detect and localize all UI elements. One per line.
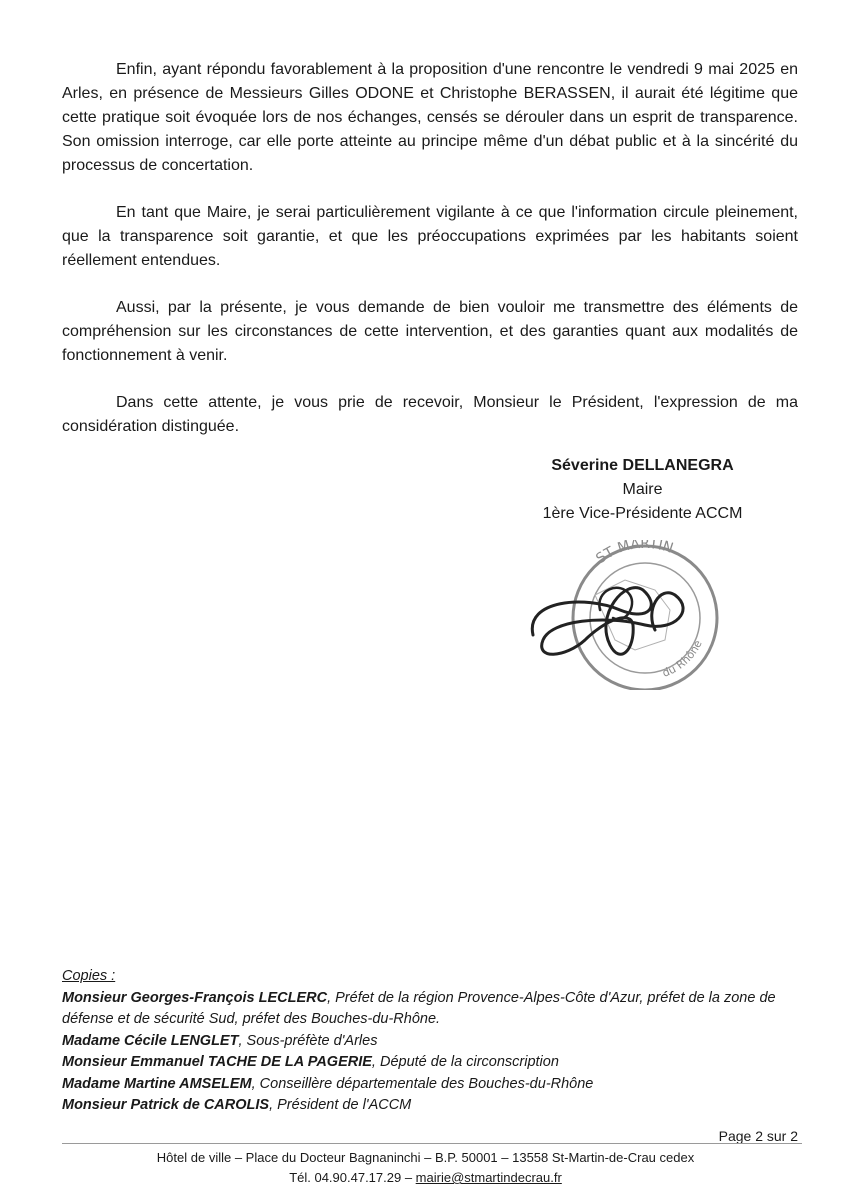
- letter-body: [62, 58, 798, 462]
- stamp-text-top: ST MARTIN: [593, 540, 676, 568]
- footer-email-link[interactable]: mairie@stmartindecrau.fr: [415, 1170, 562, 1185]
- stamp-text-bottom: du Rhône: [660, 638, 705, 680]
- paragraph-1: Enfin, ayant répondu favorablement à la proposition d'une rencontre le vendredi 9 mai 2025 en Arles, en présence de Messieurs Gilles ODONE et Christophe BERASSEN, il aurait été légitime que cette pratique soit évoquée lors de nos échanges, censés se dérouler dans un esprit de transparence. Son omission interroge, car elle porte atteinte au principe même d'un débat public et à la sincérité du processus de concertation.: [62, 61, 798, 174]
- copy-item: [62, 988, 822, 1031]
- signatory-name: Séverine DELLANEGRA: [551, 457, 734, 474]
- footer-divider: [62, 1143, 802, 1144]
- copy-item: [62, 1031, 822, 1053]
- copies-title: Copies :: [62, 968, 116, 984]
- signatory-title: Maire: [622, 481, 663, 498]
- copy-recipient-name: Monsieur Emmanuel TACHE DE LA PAGERIE: [62, 1054, 372, 1070]
- copy-recipient-name: Monsieur Georges-François LECLERC: [62, 989, 328, 1006]
- copy-item: [62, 1074, 822, 1096]
- copy-recipient-name: Madame Cécile LENGLET: [62, 1032, 239, 1049]
- signature-block: [500, 454, 785, 526]
- page-number: Page 2 sur 2: [718, 1128, 798, 1144]
- official-stamp: [525, 540, 725, 690]
- paragraph-4: Dans cette attente, je vous prie de recevoir, Monsieur le Président, l'expression de ma considération distinguée.: [62, 394, 798, 435]
- svg-text:du Rhône: [661, 638, 705, 680]
- copy-recipient-desc: , Sous-préfète d'Arles: [238, 1032, 378, 1049]
- footer: [0, 1148, 851, 1188]
- copies-section: [62, 966, 822, 1117]
- svg-text:ST MARTIN: [593, 540, 675, 567]
- footer-contact: [0, 1168, 851, 1188]
- paragraph-3: Aussi, par la présente, je vous demande de bien vouloir me transmettre des éléments de compréhension sur les circonstances de cette intervention, et des garanties quant aux modalités de fonctionnement à venir.: [62, 299, 798, 364]
- stamp-and-signature: [525, 540, 725, 690]
- copy-recipient-name: Madame Martine AMSELEM: [62, 1075, 252, 1092]
- footer-address: Hôtel de ville – Place du Docteur Bagnaninchi – B.P. 50001 – 13558 St-Martin-de-Crau cedex: [156, 1150, 695, 1165]
- copy-recipient-name: Monsieur Patrick de CAROLIS: [62, 1097, 270, 1113]
- paragraph-2: En tant que Maire, je serai particulièrement vigilante à ce que l'information circule pleinement, que la transparence soit garantie, et que les préoccupations exprimées par les habitants soient réellement entendues.: [62, 204, 798, 269]
- copy-recipient-desc: , Conseillère départementale des Bouches-du-Rhône: [251, 1075, 594, 1092]
- copy-item: [62, 1095, 822, 1117]
- footer-phone: Tél. 04.90.47.17.29 –: [289, 1170, 416, 1185]
- signatory-role: 1ère Vice-Présidente ACCM: [542, 505, 743, 522]
- copy-item: [62, 1052, 822, 1074]
- copy-recipient-desc: , Député de la circonscription: [371, 1054, 559, 1070]
- copy-recipient-desc: , Président de l'ACCM: [269, 1097, 412, 1113]
- copy-recipient-desc: , Préfet de la région Provence-Alpes-Côte d'Azur, préfet de la zone de défense et de sécurité Sud, préfet des Bouches-du-Rhône.: [62, 989, 776, 1027]
